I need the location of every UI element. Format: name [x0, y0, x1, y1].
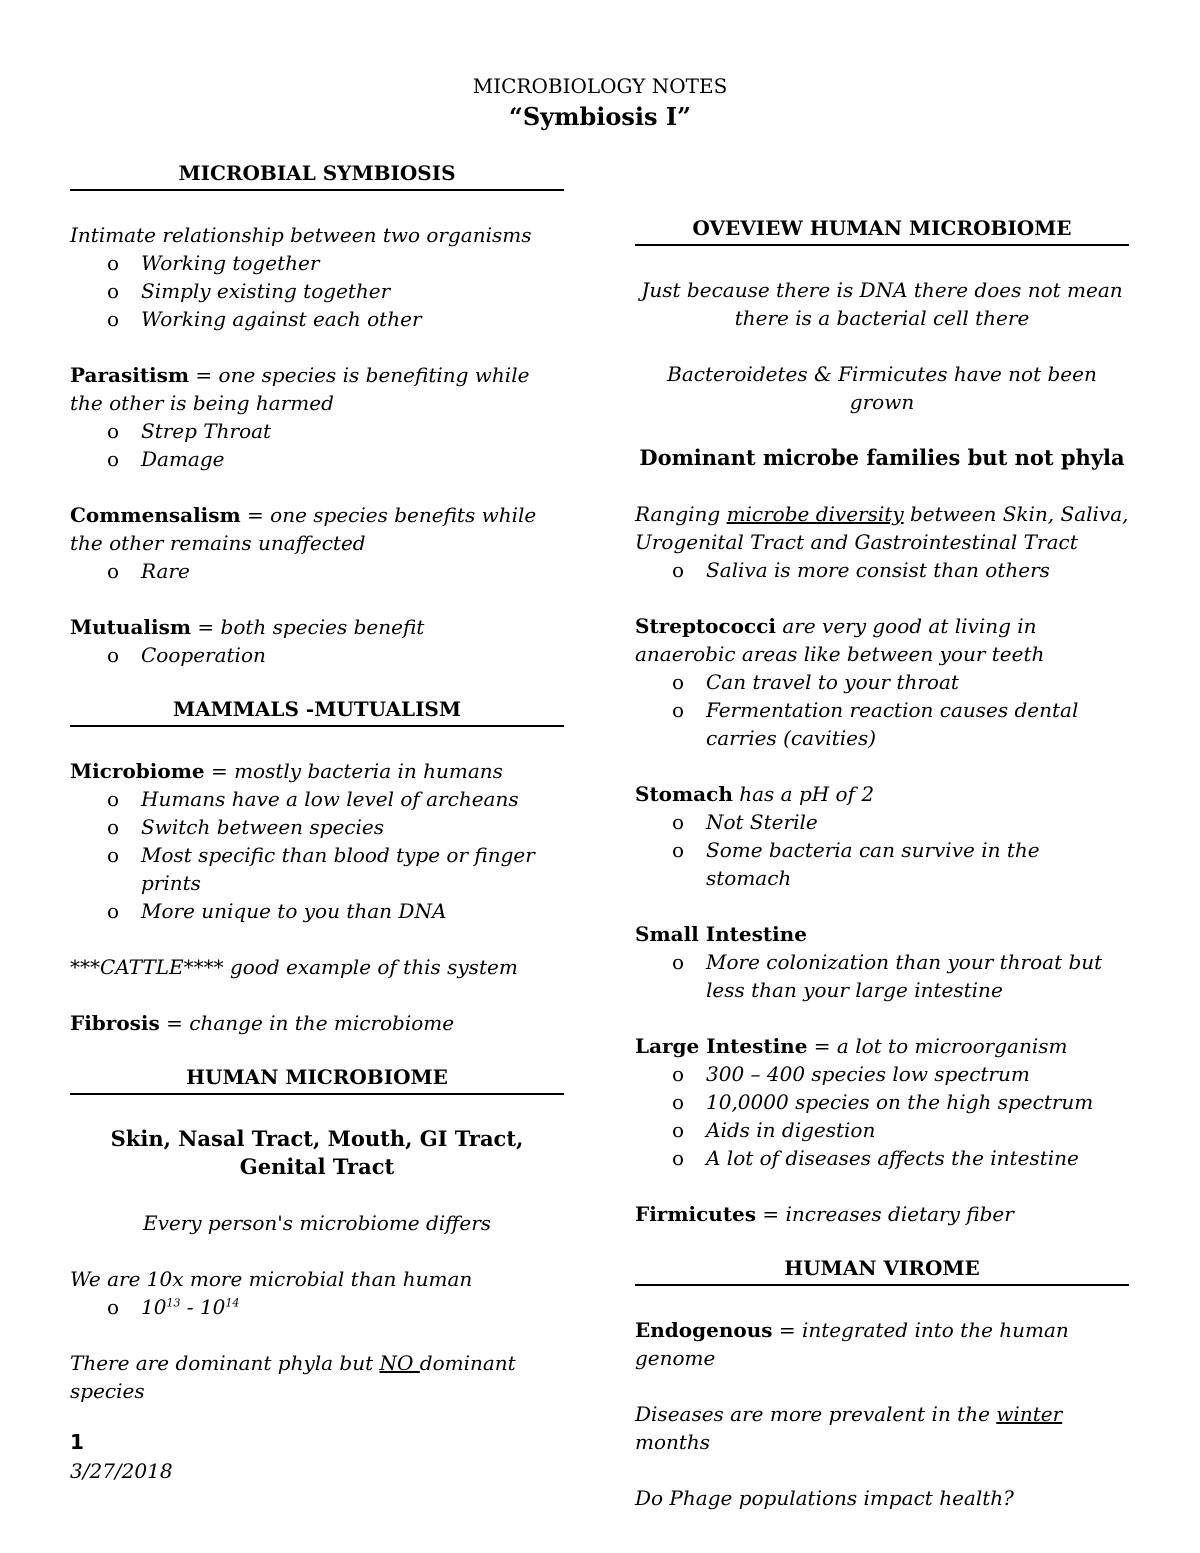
- streptococci-list: [635, 668, 1129, 752]
- mutualism-list: [70, 641, 564, 669]
- diseases-note: Diseases are more prevalent in the winter months: [635, 1402, 1063, 1454]
- mutualism-definition: Mutualism = both species benefit: [70, 615, 425, 639]
- intro-text: Intimate relationship between two organisms: [70, 223, 532, 247]
- heading-microbial-symbiosis: MICROBIAL SYMBIOSIS: [70, 159, 564, 191]
- list-item: o More unique to you than DNA: [107, 899, 447, 923]
- intro-list: [70, 249, 564, 333]
- bullet-icon: o: [672, 1090, 685, 1114]
- heading-human-virome: HUMAN VIROME: [635, 1254, 1129, 1286]
- diversity-note: Ranging microbe diversity between Skin, Saliva, Urogenital Tract and Gastrointestinal Tract: [635, 502, 1129, 554]
- bullet-icon: o: [107, 251, 120, 275]
- bullet-icon: o: [107, 643, 120, 667]
- cattle-note: ***CATTLE**** good example of this system: [70, 955, 518, 979]
- bullet-icon: o: [672, 1118, 685, 1142]
- ten-x-note: We are 10x more microbial than human: [70, 1267, 473, 1291]
- list-item: o Strep Throat: [107, 419, 272, 443]
- body-sites: Skin, Nasal Tract, Mouth, GI Tract, Genital Tract: [110, 1126, 524, 1179]
- left-column: [70, 159, 564, 1405]
- bullet-icon: o: [107, 815, 120, 839]
- microbiome-definition: Microbiome = mostly bacteria in humans: [70, 759, 503, 783]
- bullet-icon: o: [672, 698, 685, 722]
- list-item: o Saliva is more consist than others: [672, 558, 1050, 582]
- endogenous-note: Endogenous = integrated into the human genome: [635, 1318, 1069, 1370]
- fibrosis-definition: Fibrosis = change in the microbiome: [70, 1011, 455, 1035]
- list-item: o $10^{13} - 10^{14}$: [107, 1295, 240, 1319]
- bullet-icon: o: [672, 1062, 685, 1086]
- list-item: o More colonization than your throat but less than your large intestine: [672, 950, 1103, 1002]
- bullet-icon: o: [672, 838, 685, 862]
- list-item: o Switch between species: [107, 815, 384, 839]
- dominant-phyla-note: There are dominant phyla but NO dominant species: [70, 1351, 516, 1403]
- bullet-icon: o: [672, 810, 685, 834]
- list-item: o Simply existing together: [107, 279, 391, 303]
- bullet-icon: o: [107, 843, 120, 867]
- list-item: o Working together: [107, 251, 320, 275]
- list-item: o Working against each other: [107, 307, 422, 331]
- commensalism-definition: Commensalism = one species benefits while the other remains unaffected: [70, 503, 537, 555]
- list-item: o 300 – 400 species low spectrum: [672, 1062, 1030, 1086]
- dna-note: Just because there is DNA there does not mean there is a bacterial cell there: [641, 278, 1123, 330]
- phage-question: Do Phage populations impact health?: [635, 1486, 1014, 1510]
- bullet-icon: o: [107, 559, 120, 583]
- list-item: o Aids in digestion: [672, 1118, 876, 1142]
- heading-overview-human-microbiome: OVEVIEW HUMAN MICROBIOME: [635, 214, 1129, 246]
- list-item: o 10,0000 species on the high spectrum: [672, 1090, 1094, 1114]
- range-list: [70, 1293, 564, 1321]
- footer-date: 3/27/2018: [70, 1459, 173, 1483]
- bullet-icon: o: [672, 1146, 685, 1170]
- parasitism-list: [70, 417, 564, 473]
- heading-mammals-mutualism: MAMMALS -MUTUALISM: [70, 695, 564, 727]
- firmicutes-note: Firmicutes = increases dietary fiber: [635, 1202, 1014, 1226]
- list-item: o Most specific than blood type or finger prints: [107, 843, 535, 895]
- list-item: o Some bacteria can survive in the stomach: [672, 838, 1040, 890]
- bullet-icon: o: [107, 307, 120, 331]
- small-intestine-heading: Small Intestine: [635, 922, 807, 946]
- bullet-icon: o: [107, 279, 120, 303]
- streptococci-note: Streptococci are very good at living in anaerobic areas like between your teeth: [635, 614, 1045, 666]
- bullet-icon: o: [107, 1295, 120, 1319]
- list-item: o Rare: [107, 559, 190, 583]
- diversity-list: [635, 556, 1129, 584]
- stomach-list: [635, 808, 1129, 892]
- bullet-icon: o: [672, 950, 685, 974]
- commensalism-list: [70, 557, 564, 585]
- bullet-icon: o: [107, 787, 120, 811]
- page-number: 1: [70, 1430, 84, 1454]
- list-item: o Damage: [107, 447, 225, 471]
- bullet-icon: o: [107, 899, 120, 923]
- bacteroidetes-note: Bacteroidetes & Firmicutes have not been grown: [667, 362, 1097, 414]
- dominant-families: Dominant microbe families but not phyla: [639, 445, 1125, 470]
- parasitism-definition: Parasitism = one species is benefiting while the other is being harmed: [70, 363, 530, 415]
- microbiome-list: [70, 785, 564, 925]
- list-item: o Humans have a low level of archeans: [107, 787, 519, 811]
- list-item: o Not Sterile: [672, 810, 818, 834]
- list-item: o A lot of diseases affects the intestine: [672, 1146, 1079, 1170]
- list-item: o Fermentation reaction causes dental carries (cavities): [672, 698, 1079, 750]
- bullet-icon: o: [672, 558, 685, 582]
- bullet-icon: o: [107, 419, 120, 443]
- document-subtitle: “Symbiosis I”: [509, 102, 691, 131]
- bullet-icon: o: [107, 447, 120, 471]
- document-title: MICROBIOLOGY NOTES: [472, 74, 728, 98]
- heading-human-microbiome: HUMAN MICROBIOME: [70, 1063, 564, 1095]
- microbiome-differs: Every person's microbiome differs: [142, 1211, 492, 1235]
- stomach-note: Stomach has a pH of 2: [635, 782, 875, 806]
- list-item: o Can travel to your throat: [672, 670, 959, 694]
- large-intestine-list: [635, 1060, 1129, 1172]
- large-intestine-note: Large Intestine = a lot to microorganism: [635, 1034, 1068, 1058]
- small-intestine-list: [635, 948, 1129, 1004]
- right-column: [635, 214, 1129, 1512]
- bullet-icon: o: [672, 670, 685, 694]
- list-item: o Cooperation: [107, 643, 266, 667]
